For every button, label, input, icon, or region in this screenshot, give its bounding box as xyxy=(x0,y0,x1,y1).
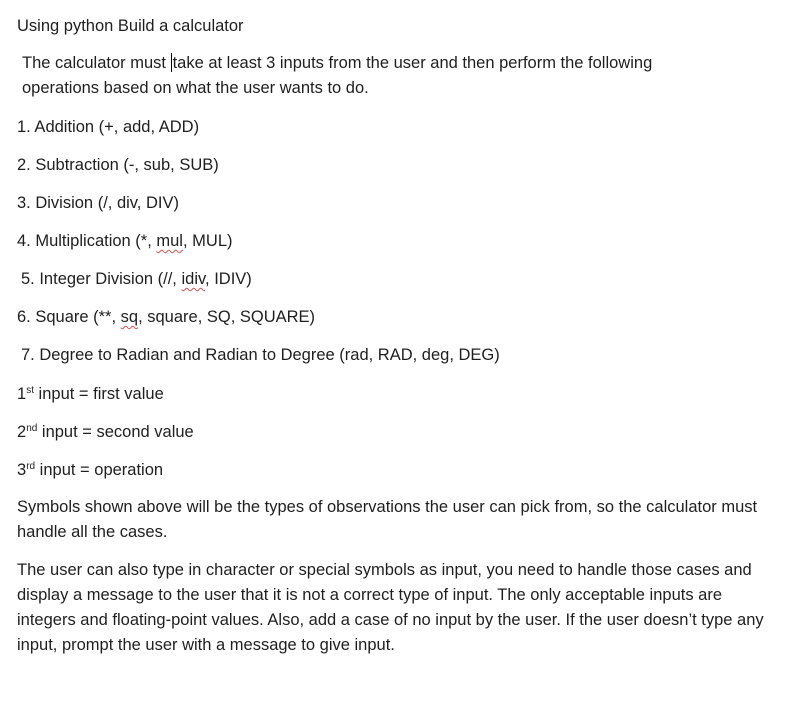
text-cursor xyxy=(171,53,172,72)
document-title xyxy=(17,16,244,36)
input-description: input = operation xyxy=(35,461,164,479)
ordinal-suffix: nd xyxy=(26,423,38,434)
operation-item-degree-radian xyxy=(21,345,500,365)
validation-paragraph xyxy=(17,558,781,658)
operation-text: 3. Division (/, div, DIV) xyxy=(17,194,179,212)
operation-text: , IDIV) xyxy=(205,270,252,288)
ordinal-number: 2 xyxy=(17,423,27,441)
operation-item-subtraction xyxy=(17,155,219,175)
ordinal-number: 3 xyxy=(17,461,27,479)
input-line-first xyxy=(17,384,164,404)
title-text: Using python Build a calculator xyxy=(17,17,244,35)
input-description: input = second value xyxy=(37,423,194,441)
operation-text: 2. Subtraction (-, sub, SUB) xyxy=(17,156,219,174)
operation-text: 1. Addition (+, add, ADD) xyxy=(17,118,200,136)
intro-text-rest: take at least 3 inputs from the user and then perform the following operations based on what the user wants to do. xyxy=(22,54,653,97)
input-description: input = first value xyxy=(33,385,164,403)
operation-text: 6. Square (**, xyxy=(17,308,121,326)
operation-text: , square, SQ, SQUARE) xyxy=(138,308,316,326)
intro-paragraph xyxy=(22,51,712,101)
input-line-second xyxy=(17,422,194,442)
ordinal-number: 1 xyxy=(17,385,27,403)
operation-item-square xyxy=(17,307,315,327)
symbols-paragraph xyxy=(17,495,781,545)
operation-text: 7. Degree to Radian and Radian to Degree (rad, RAD, deg, DEG) xyxy=(21,346,500,364)
spellcheck-flagged-word[interactable]: mul xyxy=(156,232,183,250)
operation-item-integer-division xyxy=(21,269,252,289)
ordinal-suffix: rd xyxy=(26,461,36,472)
intro-text-start: The calculator must xyxy=(22,54,171,72)
operation-item-multiplication xyxy=(17,231,232,251)
operation-item-division xyxy=(17,193,179,213)
operation-text: 4. Multiplication (*, xyxy=(17,232,157,250)
operation-item-addition xyxy=(17,117,199,137)
input-line-third xyxy=(17,460,163,480)
ordinal-suffix: st xyxy=(26,385,34,396)
operation-text: , MUL) xyxy=(182,232,233,250)
paragraph-text: Symbols shown above will be the types of observations the user can pick from, so the calculator must handle all the cases. xyxy=(17,498,758,541)
spellcheck-flagged-word[interactable]: idiv xyxy=(181,270,206,288)
spellcheck-flagged-word[interactable]: sq xyxy=(120,308,139,326)
paragraph-text: The user can also type in character or special symbols as input, you need to handle those cases and display a message to the user that it is not a correct type of input. The only acceptable inputs are integers and floating-point values. Also, add a case of no input by the user. If the user doesn’t type any input, prompt the user with a message to give input. xyxy=(17,561,764,654)
operation-text: 5. Integer Division (//, xyxy=(21,270,182,288)
